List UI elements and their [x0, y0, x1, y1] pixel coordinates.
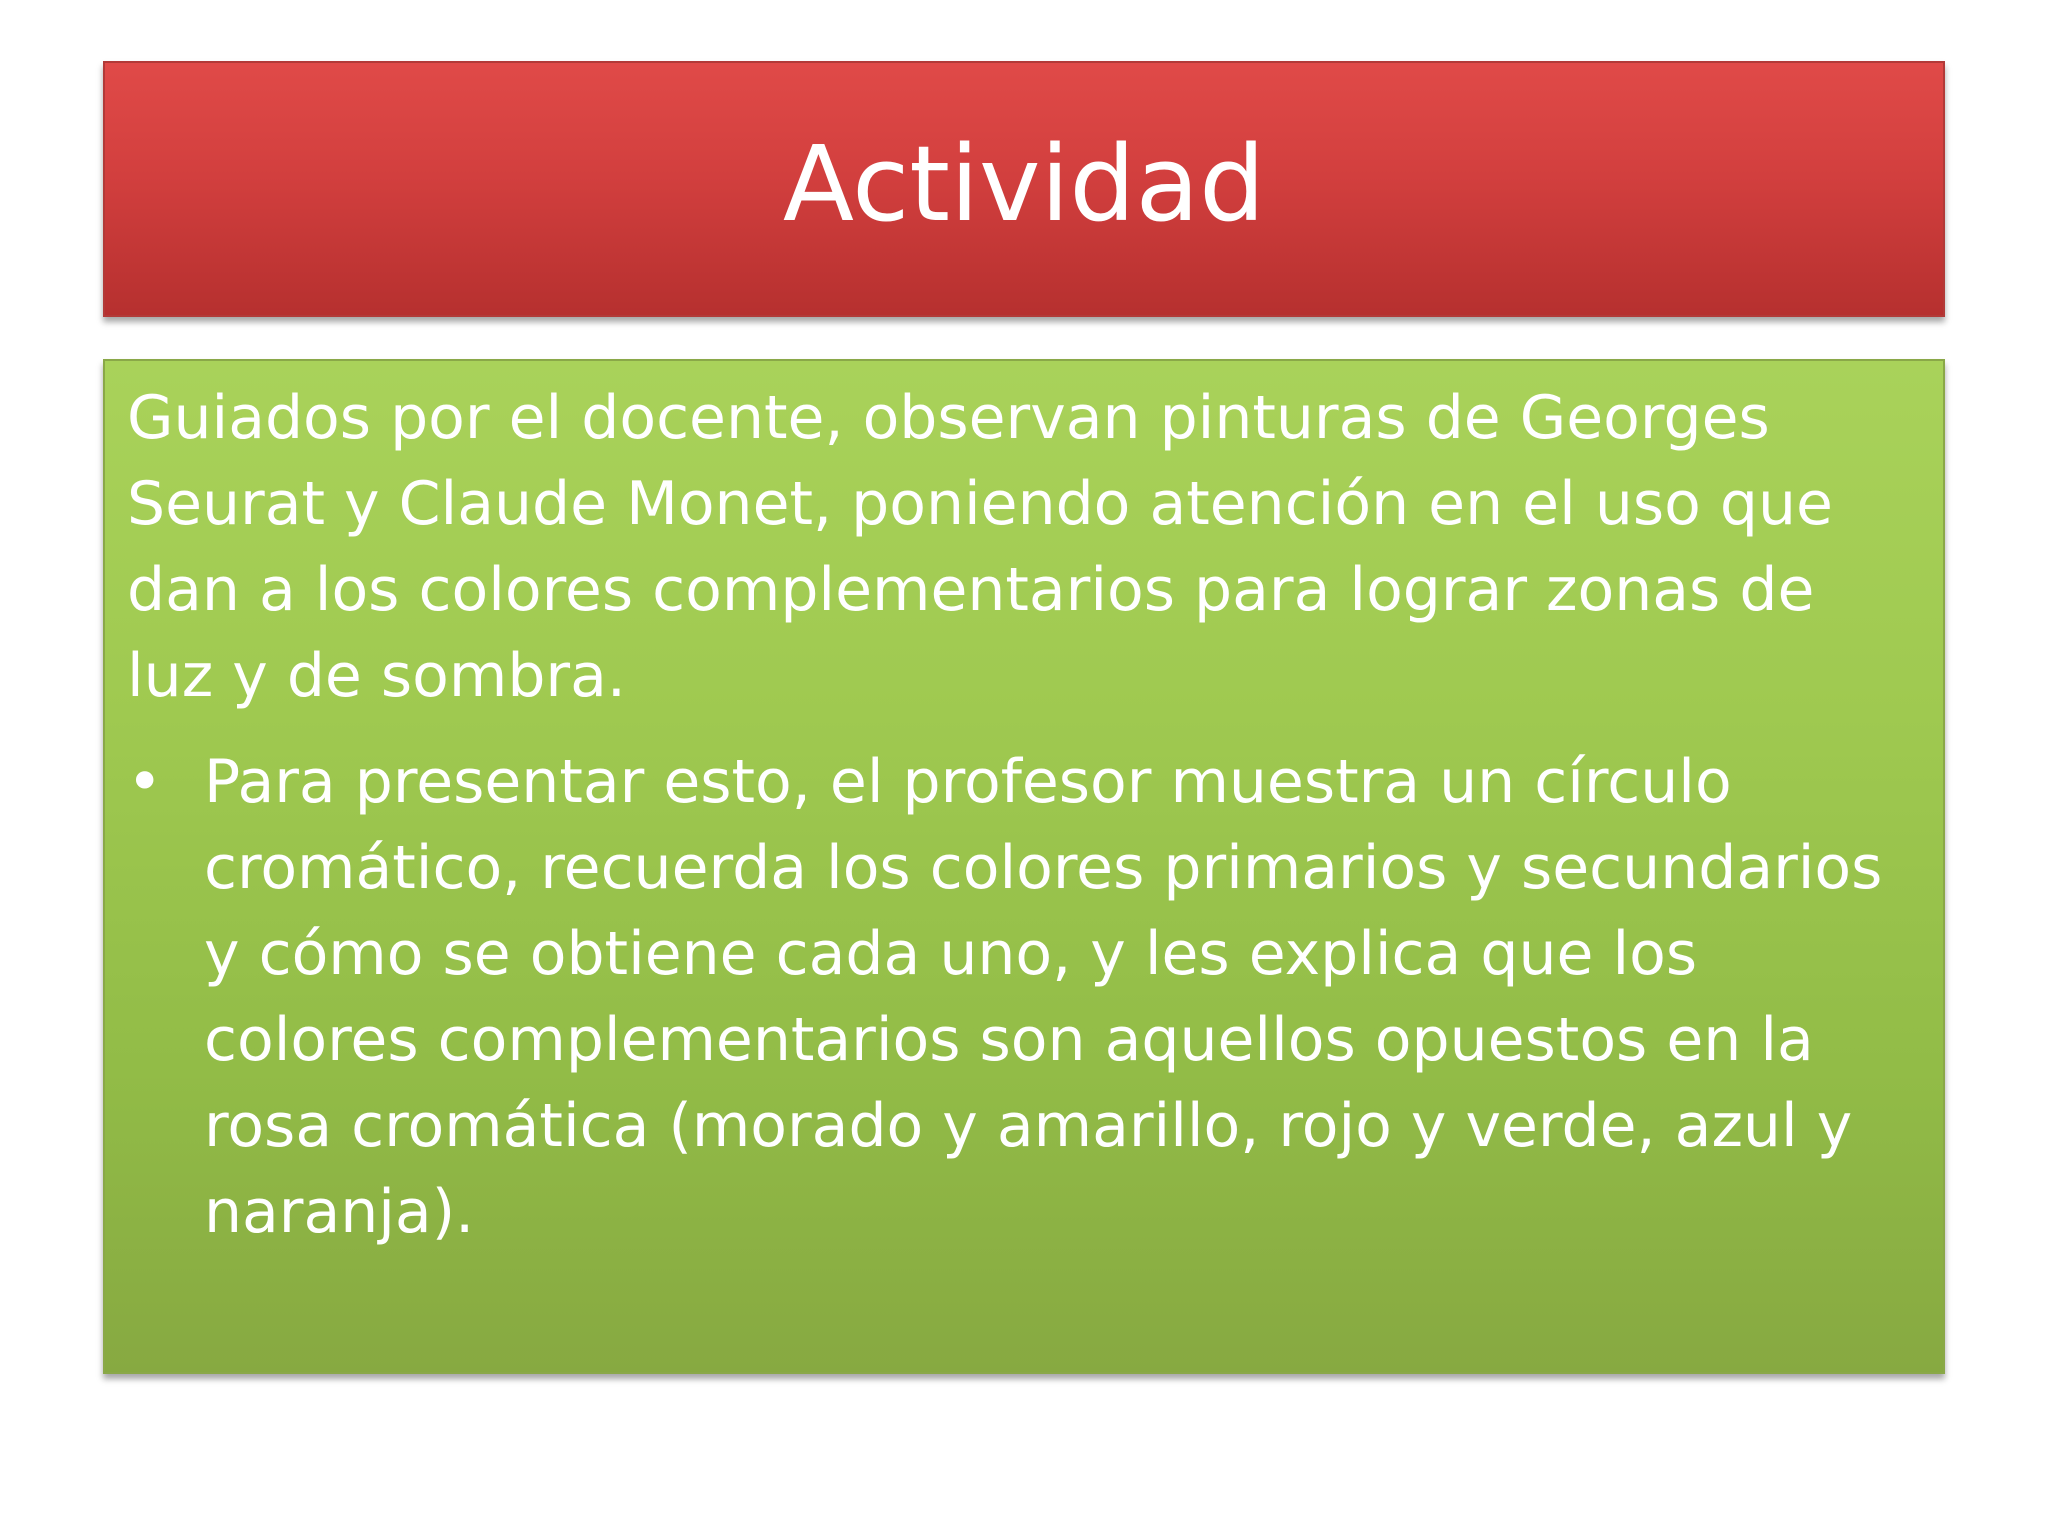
bullet-text: Para presentar esto, el profesor muestra un círculo cromático, recuerda los colores primarios y secundarios y cómo se obtiene cada uno, y les explica que los colores complementarios son aquellos opuestos en la rosa cromática (morado y amarillo, rojo y verde, azul y naranja).: [204, 747, 1883, 1247]
slide-title: Actividad: [782, 123, 1266, 245]
title-banner: [103, 61, 1945, 317]
intro-paragraph: Guiados por el docente, observan pinturas de Georges Seurat y Claude Monet, poniendo atención en el uso que dan a los colores complementarios para lograr zonas de luz y de sombra.: [127, 383, 1833, 711]
bullet-item: [127, 739, 1903, 1255]
content-box: [103, 359, 1945, 1374]
bullet-icon: •: [127, 747, 163, 817]
